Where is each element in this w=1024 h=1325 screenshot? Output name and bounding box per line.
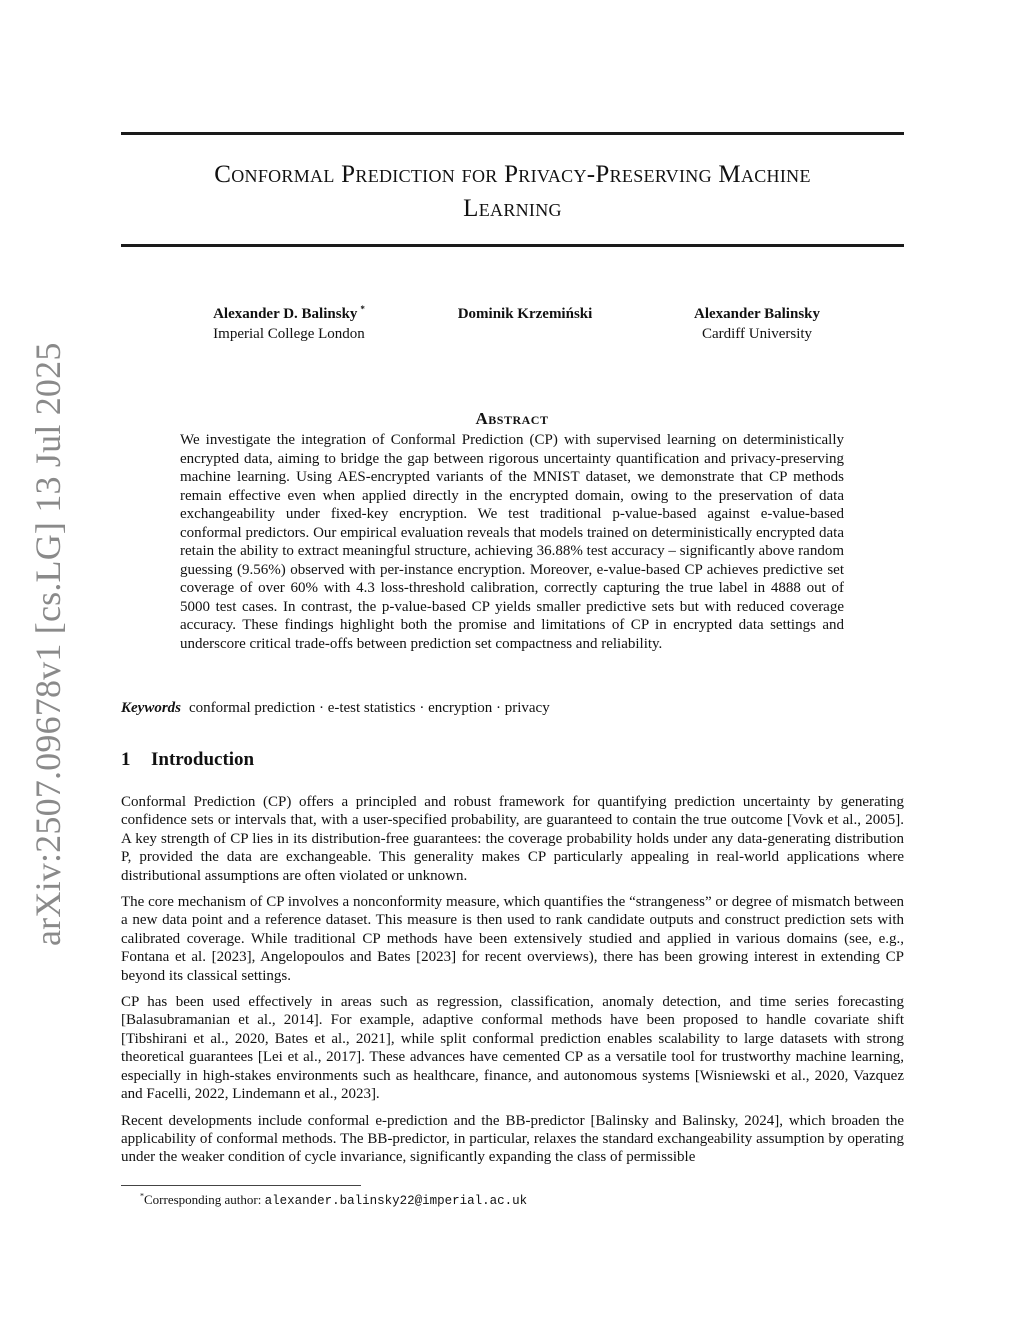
author-1 xyxy=(180,304,398,344)
paragraph-4: Recent developments include conformal e-prediction and the BB-predictor [Balinsky and Balinsky, 2024], which broaden the applicability of conformal methods. The BB-predictor, in particular, relaxes the standard exchangeability assumption by operating under the weaker condition of cycle invariance, significantly expanding the class of permissible xyxy=(121,1112,904,1166)
title-bottom-rule xyxy=(121,244,904,247)
introduction-body xyxy=(121,793,904,1175)
footnote-text: Corresponding author: xyxy=(144,1192,265,1207)
section-number: 1 xyxy=(121,749,131,770)
keywords-label: Keywords xyxy=(121,700,181,716)
arxiv-identifier: arXiv:2507.09678v1 [cs.LG] 13 Jul 2025 xyxy=(28,342,68,946)
author-2 xyxy=(430,304,620,324)
author-affiliation: Imperial College London xyxy=(213,326,365,342)
abstract-heading: Abstract xyxy=(475,409,549,428)
title-line-2: Learning xyxy=(463,195,562,222)
author-affiliation: Cardiff University xyxy=(701,326,813,342)
title-line-1: Conformal Prediction for Privacy-Preserving Machine xyxy=(214,161,811,188)
footnote-marker[interactable]: * xyxy=(360,304,365,314)
paragraph-2: The core mechanism of CP involves a nonconformity measure, which quantifies the “strangeness” or degree of mismatch between a new data point and a reference dataset. This measure is then used to rank candidate outputs and construct prediction sets with calibrated coverage. While traditional CP methods have been extensively studied and applied in various domains (see, e.g., Fontana et al. [2023], Angelopoulos and Bates [2023] for recent overviews), there has been growing interest in extending CP beyond its classical settings. xyxy=(121,894,904,984)
keywords-text: conformal prediction · e-test statistics · encryption · privacy xyxy=(189,700,550,716)
footnote-rule xyxy=(121,1185,361,1186)
paragraph-3: CP has been used effectively in areas such as regression, classification, anomaly detection, and time series forecasting [Balasubramanian et al., 2014]. For example, adaptive conformal methods have been proposed to handle covariate shift [Tibshirani et al., 2020, Bates et al., 2021], while split conformal prediction enables scalability to large datasets with strong theoretical guarantees [Lei et al., 2017]. These advances have cemented CP as a versatile tool for trustworthy machine learning, especially in high-stakes environments such as healthcare, finance, and autonomous systems [Wisniewski et al., 2020, Vazquez and Facelli, 2022, Lindemann et al., 2023]. xyxy=(121,994,904,1103)
paper-title xyxy=(121,158,904,226)
footnote xyxy=(140,1191,527,1210)
author-3 xyxy=(652,304,862,344)
keywords-line xyxy=(121,698,904,718)
footnote-email-link[interactable]: alexander.balinsky22@imperial.ac.uk xyxy=(264,1194,528,1208)
author-name: Alexander D. Balinsky * xyxy=(213,304,365,322)
abstract-body: We investigate the integration of Conformal Prediction (CP) with supervised learning on deterministically encrypted data, aiming to bridge the gap between rigorous uncertainty quantification and privacy-preserving machine learning. Using AES-encrypted variants of the MNIST dataset, we demonstrate that CP methods remain effective even when applied directly in the encrypted domain, owing to the preservation of data exchangeability under fixed-key encryption. We test traditional p-value-based against e-value-based conformal predictors. Our empirical evaluation reveals that models trained on deterministically encrypted data retain the ability to extract meaningful structure, achieving 36.88% test accuracy – significantly above random guessing (9.56%) observed with per-instance encryption. Moreover, e-value-based CP achieves predictive set coverage of over 60% with 4.3 loss-threshold calibration, correctly capturing the true label in 4888 out of 5000 test cases. In contrast, the p-value-based CP yields smaller predictive sets but with reduced coverage accuracy. These findings highlight both the promise and limitations of CP in encrypted data settings and underscore critical trade-offs between prediction set compactness and reliability. xyxy=(180,432,844,652)
author-name: Dominik Krzemiński xyxy=(457,306,593,322)
footnote-mark: * xyxy=(140,1191,144,1201)
paragraph-1: Conformal Prediction (CP) offers a principled and robust framework for quantifying prediction uncertainty by generating confidence sets or intervals that, with a user-specified probability, are guaranteed to contain the true outcome [Vovk et al., 2005]. A key strength of CP lies in its distribution-free guarantees: the coverage probability holds under any data-generating distribution P, provided the data are exchangeable. This generality makes CP particularly appealing in real-world applications where distributional assumptions are often violated or unknown. xyxy=(121,794,904,884)
title-top-rule xyxy=(121,132,904,135)
section-title: Introduction xyxy=(151,749,255,770)
section-heading xyxy=(121,748,254,772)
author-name: Alexander Balinsky xyxy=(694,306,820,322)
